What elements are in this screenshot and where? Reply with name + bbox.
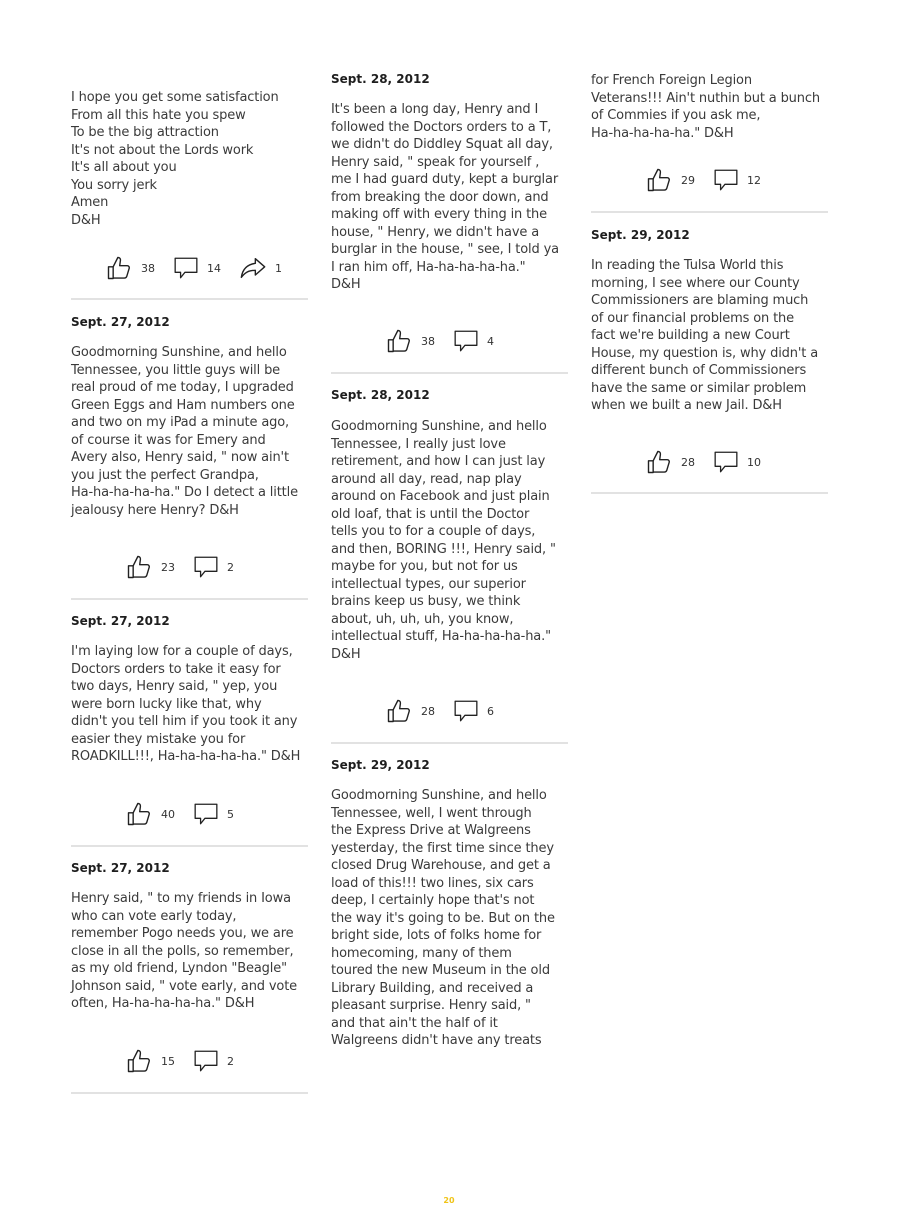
comment-count: 10 (747, 455, 761, 469)
divider (71, 845, 308, 847)
share-icon (239, 254, 267, 282)
post-date: Sept. 29, 2012 (591, 228, 690, 242)
comment-icon (453, 698, 479, 724)
like-count: 29 (681, 173, 695, 187)
like-stat[interactable] (105, 254, 163, 282)
thumbs-up-icon (645, 448, 673, 476)
comment-stat[interactable] (453, 698, 509, 724)
post-body: Goodmorning Sunshine, and hello Tennessee, well, I went through the Express Drive at Walgreens yesterday, the first time since they closed Drug Warehouse, and get a load of this!!! two lines, six cars deep, I certainly hope that's not the way it's going to be. But on the bright side, lots of folks home for homecoming, many of them toured the new Museum in the old Library Building, and received a pleasant surprise. Henry said, " and that ain't the half of it Walgreens didn't have any treats (331, 788, 555, 1048)
comment-icon (193, 1048, 219, 1074)
comment-count: 2 (227, 560, 234, 574)
post-date: Sept. 28, 2012 (331, 72, 430, 86)
like-stat[interactable] (125, 553, 183, 581)
comment-count: 2 (227, 1054, 234, 1068)
like-stat[interactable] (125, 1047, 183, 1075)
divider (331, 372, 568, 374)
comment-icon (453, 328, 479, 354)
post-body: Henry said, " to my friends in Iowa who can vote early today, remember Pogo needs you, we are close in all the polls, so remember, as my old friend, Lyndon "Beagle" Johnson said, " vote early, and vote often, Ha-ha-ha-ha-ha." D&H (71, 891, 298, 1011)
like-count: 40 (161, 807, 175, 821)
post-body: Goodmorning Sunshine, and hello Tennessee, I really just love retirement, and how I can just lay around all day, read, nap play around on Facebook and just plain old loaf, that is until the Doctor tells you to for a couple of days, and then, BORING !!!, Henry said, " maybe for you, but not for us intellectual types, our superior brains keep us busy, we think about, uh, uh, uh, you know, intellectual stuff, Ha-ha-ha-ha-ha." D&H (331, 419, 556, 662)
like-stat[interactable] (645, 166, 703, 194)
comment-count: 14 (207, 261, 221, 275)
post-body: Goodmorning Sunshine, and hello Tennessee, you little guys will be real proud of me today, I upgraded Green Eggs and Ham numbers one and two on my iPad a minute ago, of course it was for Emery and Avery also, Henry said, " now ain't you just the perfect Grandpa, Ha-ha-ha-ha-ha." Do I detect a little jealousy here Henry? D&H (71, 345, 298, 518)
post-stats (125, 552, 259, 582)
divider (591, 492, 828, 494)
thumbs-up-icon (385, 697, 413, 725)
post-date: Sept. 27, 2012 (71, 315, 170, 329)
comment-icon (713, 449, 739, 475)
comment-icon (173, 255, 199, 281)
like-count: 23 (161, 560, 175, 574)
post-stats (125, 1046, 259, 1076)
like-stat[interactable] (125, 800, 183, 828)
like-count: 38 (421, 334, 435, 348)
divider (71, 598, 308, 600)
post-stats (645, 447, 779, 477)
like-stat[interactable] (385, 697, 443, 725)
divider (71, 298, 308, 300)
comment-stat[interactable] (173, 255, 229, 281)
like-count: 28 (421, 704, 435, 718)
like-stat[interactable] (645, 448, 703, 476)
comment-count: 4 (487, 334, 494, 348)
post-stats (385, 326, 519, 356)
post-date: Sept. 27, 2012 (71, 861, 170, 875)
divider (331, 742, 568, 744)
comment-stat[interactable] (193, 1048, 249, 1074)
like-count: 15 (161, 1054, 175, 1068)
comment-stat[interactable] (453, 328, 509, 354)
comment-count: 12 (747, 173, 761, 187)
post-stats (105, 253, 307, 283)
comment-icon (193, 801, 219, 827)
comment-icon (193, 554, 219, 580)
thumbs-up-icon (645, 166, 673, 194)
like-stat[interactable] (385, 327, 443, 355)
divider (591, 211, 828, 213)
post-stats (125, 799, 259, 829)
post-stats (645, 165, 779, 195)
share-count: 1 (275, 261, 282, 275)
comment-stat[interactable] (713, 449, 769, 475)
post-body: It's been a long day, Henry and I followed the Doctors orders to a T, we didn't do Diddley Squat all day, Henry said, " speak for yourself , me I had guard duty, kept a burglar from breaking the door down, and making off with every thing in the house, " Henry, we didn't have a burglar in the house, " see, I told ya I ran him off, Ha-ha-ha-ha-ha." D&H (331, 102, 559, 292)
post-date: Sept. 28, 2012 (331, 388, 430, 402)
post-body: I'm laying low for a couple of days, Doctors orders to take it easy for two days, Henry said, " yep, you were born lucky like that, why didn't you tell him if you took it any easier they mistake you for ROADKILL!!!, Ha-ha-ha-ha-ha." D&H (71, 644, 301, 764)
post-date: Sept. 27, 2012 (71, 614, 170, 628)
post-body: I hope you get some satisfaction From all this hate you spew To be the big attraction It's not about the Lords work It's all about you You sorry jerk Amen D&H (71, 90, 279, 228)
page-number: 20 (443, 1196, 455, 1205)
thumbs-up-icon (105, 254, 133, 282)
comment-stat[interactable] (713, 167, 769, 193)
comment-icon (713, 167, 739, 193)
thumbs-up-icon (125, 1047, 153, 1075)
comment-count: 6 (487, 704, 494, 718)
like-count: 28 (681, 455, 695, 469)
thumbs-up-icon (385, 327, 413, 355)
post-body: In reading the Tulsa World this morning, I see where our County Commissioners are blaming much of our financial problems on the fact we're building a new Court House, my question is, why didn't a different bunch of Commissioners have the same or similar problem when we built a new Jail. D&H (591, 258, 819, 413)
share-stat[interactable] (239, 254, 297, 282)
post-body: for French Foreign Legion Veterans!!! Ain't nuthin but a bunch of Commies if you ask me, Ha-ha-ha-ha-ha." D&H (591, 73, 820, 141)
like-count: 38 (141, 261, 155, 275)
post-date: Sept. 29, 2012 (331, 758, 430, 772)
divider (71, 1092, 308, 1094)
comment-stat[interactable] (193, 801, 249, 827)
comment-stat[interactable] (193, 554, 249, 580)
thumbs-up-icon (125, 800, 153, 828)
thumbs-up-icon (125, 553, 153, 581)
post-stats (385, 696, 519, 726)
comment-count: 5 (227, 807, 234, 821)
